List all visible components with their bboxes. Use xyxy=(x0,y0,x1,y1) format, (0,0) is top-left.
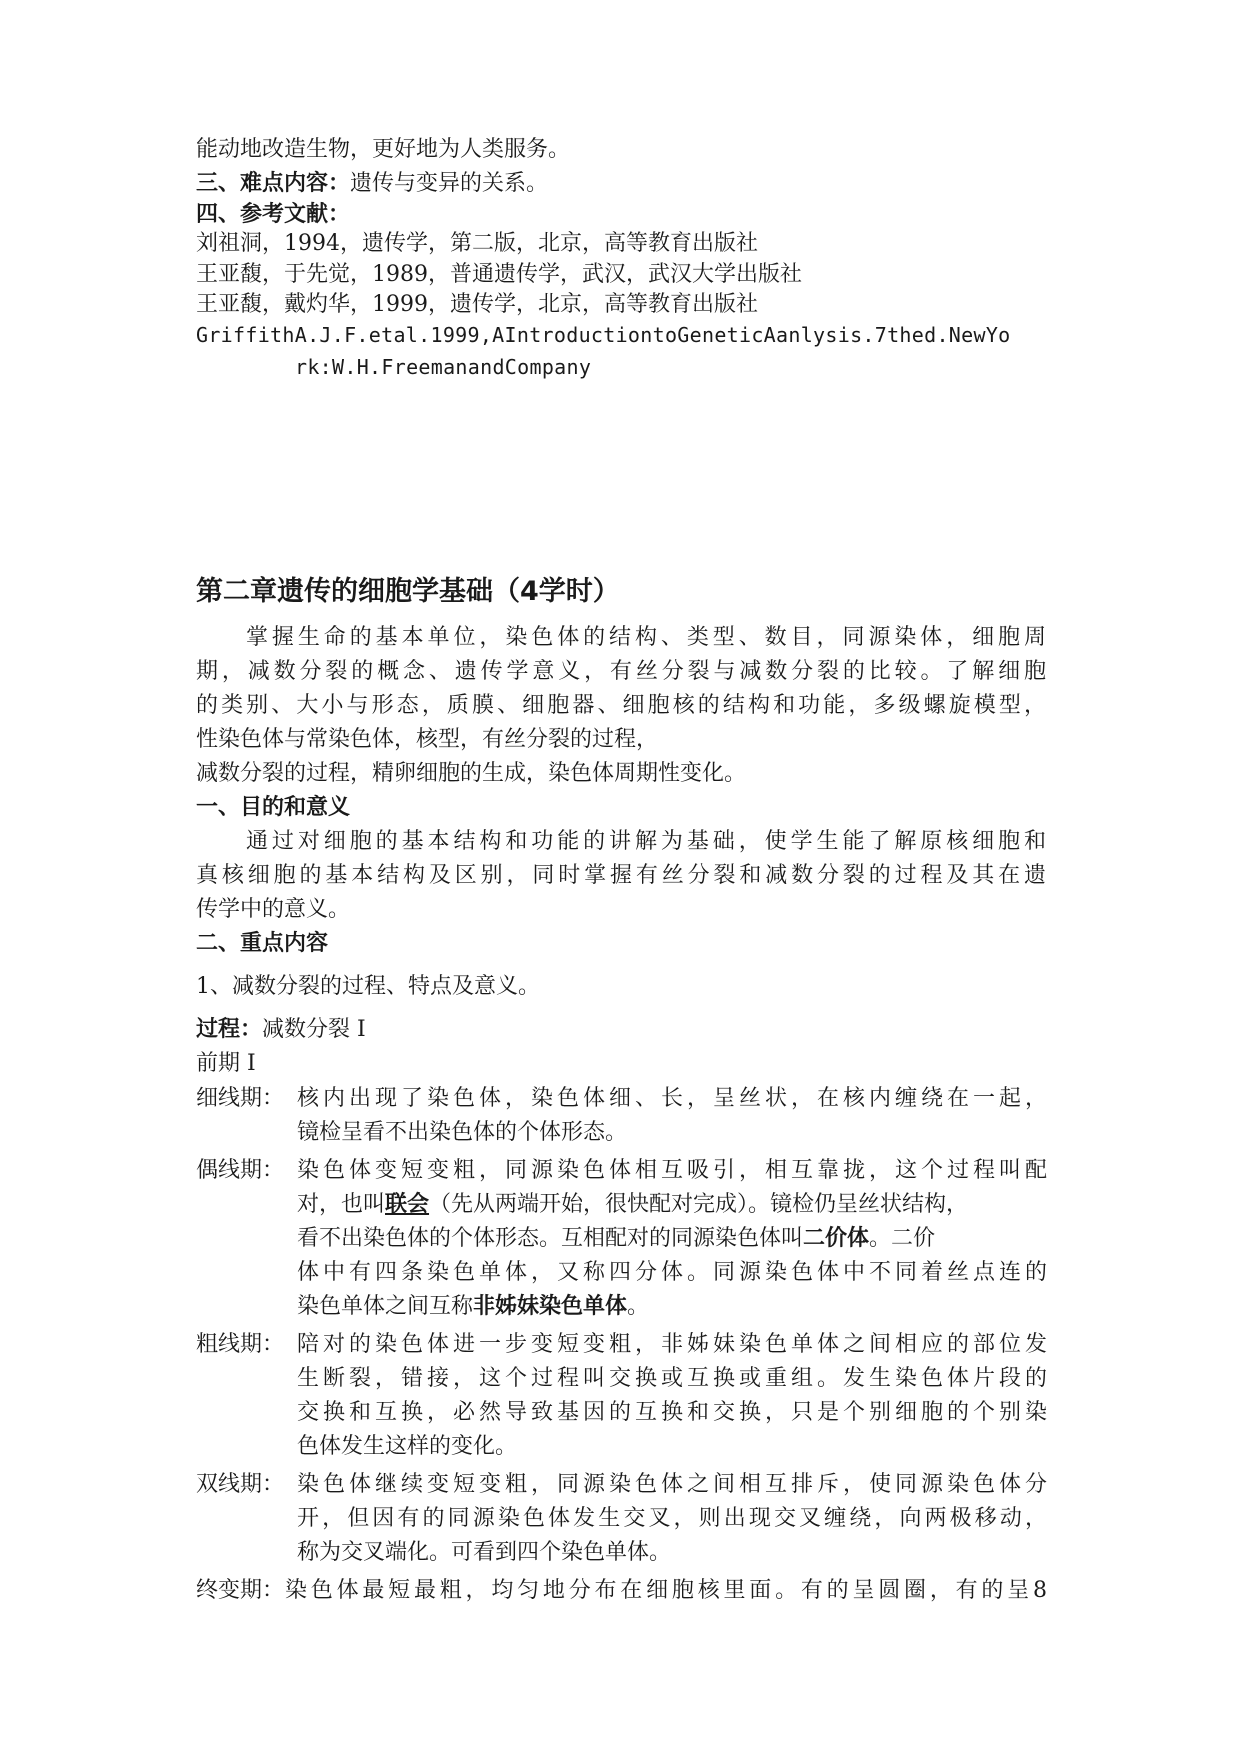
stage-label-diakinesis: 终变期： xyxy=(196,1578,285,1603)
stage-text: 陪对的染色体进一步变短变粗，非姊妹染色单体之间相应的部位发 xyxy=(297,1332,1047,1357)
intro-line: 掌握生命的基本单位，染色体的结构、类型、数目，同源染体，细胞周 xyxy=(246,625,1046,650)
stage-text: 体中有四条染色单体，又称四分体。同源染色体中不同着丝点连的 xyxy=(297,1260,1047,1285)
stage-label-diplotene: 双线期： xyxy=(196,1472,285,1497)
reference-item-continuation: rk:W.H.FreemanandCompany xyxy=(295,355,592,379)
text-span: 。二价 xyxy=(869,1226,936,1251)
intro-line: 减数分裂的过程，精卵细胞的生成，染色体周期性变化。 xyxy=(196,761,747,786)
stage-text: 交换和互换，必然导致基因的互换和交换，只是个别细胞的个别染 xyxy=(297,1400,1047,1425)
text-span: 对，也叫 xyxy=(297,1192,386,1217)
text-span: 染色单体之间互称 xyxy=(297,1294,474,1319)
difficulty-label: 三、难点内容： xyxy=(196,171,351,196)
stage-text: 色体发生这样的变化。 xyxy=(297,1434,518,1459)
reference-item: GriffithA.J.F.etal.1999,AIntroductiontoGeneticAanlysis.7thed.NewYo xyxy=(196,323,1011,347)
reference-item: 刘祖洞，1994，遗传学，第二版，北京，高等教育出版社 xyxy=(196,231,758,256)
stage-text: 生断裂，错接，这个过程叫交换或互换或重组。发生染色体片段的 xyxy=(297,1366,1047,1391)
point-line: 1、减数分裂的过程、特点及意义。 xyxy=(196,974,540,999)
stage-text: 染色体变短变粗，同源染色体相互吸引，相互靠拢，这个过程叫配 xyxy=(297,1158,1047,1183)
reference-item: 王亚馥，于先觉，1989，普通遗传学，武汉，武汉大学出版社 xyxy=(196,262,802,287)
section-text-line: 真核细胞的基本结构及区别，同时掌握有丝分裂和减数分裂的过程及其在遗 xyxy=(196,863,1046,888)
references-heading: 四、参考文献： xyxy=(196,202,351,227)
term-synapsis: 联会 xyxy=(385,1192,430,1217)
intro-line: 性染色体与常染色体，核型，有丝分裂的过程， xyxy=(196,727,659,752)
stage-text: 镜检呈看不出染色体的个体形态。 xyxy=(297,1120,628,1145)
stage-label-leptotene: 细线期： xyxy=(196,1086,285,1111)
text-line: 能动地改造生物，更好地为人类服务。 xyxy=(196,137,571,162)
intro-line: 期，减数分裂的概念、遗传学意义，有丝分裂与减数分裂的比较。了解细胞 xyxy=(196,659,1046,684)
reference-item: 王亚馥，戴灼华，1999，遗传学，北京，高等教育出版社 xyxy=(196,292,758,317)
term-bivalent: 二价体 xyxy=(803,1226,870,1251)
stage-text: 染色体继续变短变粗，同源染色体之间相互排斥，使同源染色体分 xyxy=(297,1472,1047,1497)
difficulty-line xyxy=(196,167,548,201)
stage-label-zygotene: 偶线期： xyxy=(196,1158,285,1183)
stage-text-line xyxy=(297,1188,1047,1222)
process-text: 减数分裂 I xyxy=(262,1017,366,1042)
process-label: 过程： xyxy=(196,1017,263,1042)
stage-label-pachytene: 粗线期： xyxy=(196,1332,285,1357)
stage-text: 染色体最短最粗，均匀地分布在细胞核里面。有的呈圆圈，有的呈8 xyxy=(285,1578,1047,1603)
stage-text-line xyxy=(297,1290,1047,1324)
stage-text: 称为交叉端化。可看到四个染色单体。 xyxy=(297,1540,672,1565)
stage-text-line xyxy=(297,1222,1047,1256)
prophase-line: 前期 I xyxy=(196,1051,256,1076)
stage-text: 开，但因有的同源染色体发生交叉，则出现交叉缠绕，向两极移动， xyxy=(297,1506,1047,1531)
section-text-line: 通过对细胞的基本结构和功能的讲解为基础，使学生能了解原核细胞和 xyxy=(246,829,1046,854)
text-span: 。 xyxy=(627,1294,650,1319)
stage-text: 核内出现了染色体，染色体细、长，呈丝状，在核内缠绕在一起， xyxy=(297,1086,1047,1111)
section-heading: 一、目的和意义 xyxy=(196,795,351,820)
term-non-sister-chromatids: 非姊妹染色单体 xyxy=(473,1294,628,1319)
chapter-title: 第二章遗传的细胞学基础（4学时） xyxy=(196,576,620,607)
difficulty-text: 遗传与变异的关系。 xyxy=(350,171,549,196)
intro-line: 的类别、大小与形态，质膜、细胞器、细胞核的结构和功能，多级螺旋模型， xyxy=(196,693,1046,718)
section-text-line: 传学中的意义。 xyxy=(196,897,351,922)
text-span: 看不出染色体的个体形态。互相配对的同源染色体叫 xyxy=(297,1226,804,1251)
section-heading: 二、重点内容 xyxy=(196,931,329,956)
process-line xyxy=(196,1013,366,1047)
text-span: （先从两端开始，很快配对完成）。镜检仍呈丝状结构， xyxy=(429,1192,969,1217)
